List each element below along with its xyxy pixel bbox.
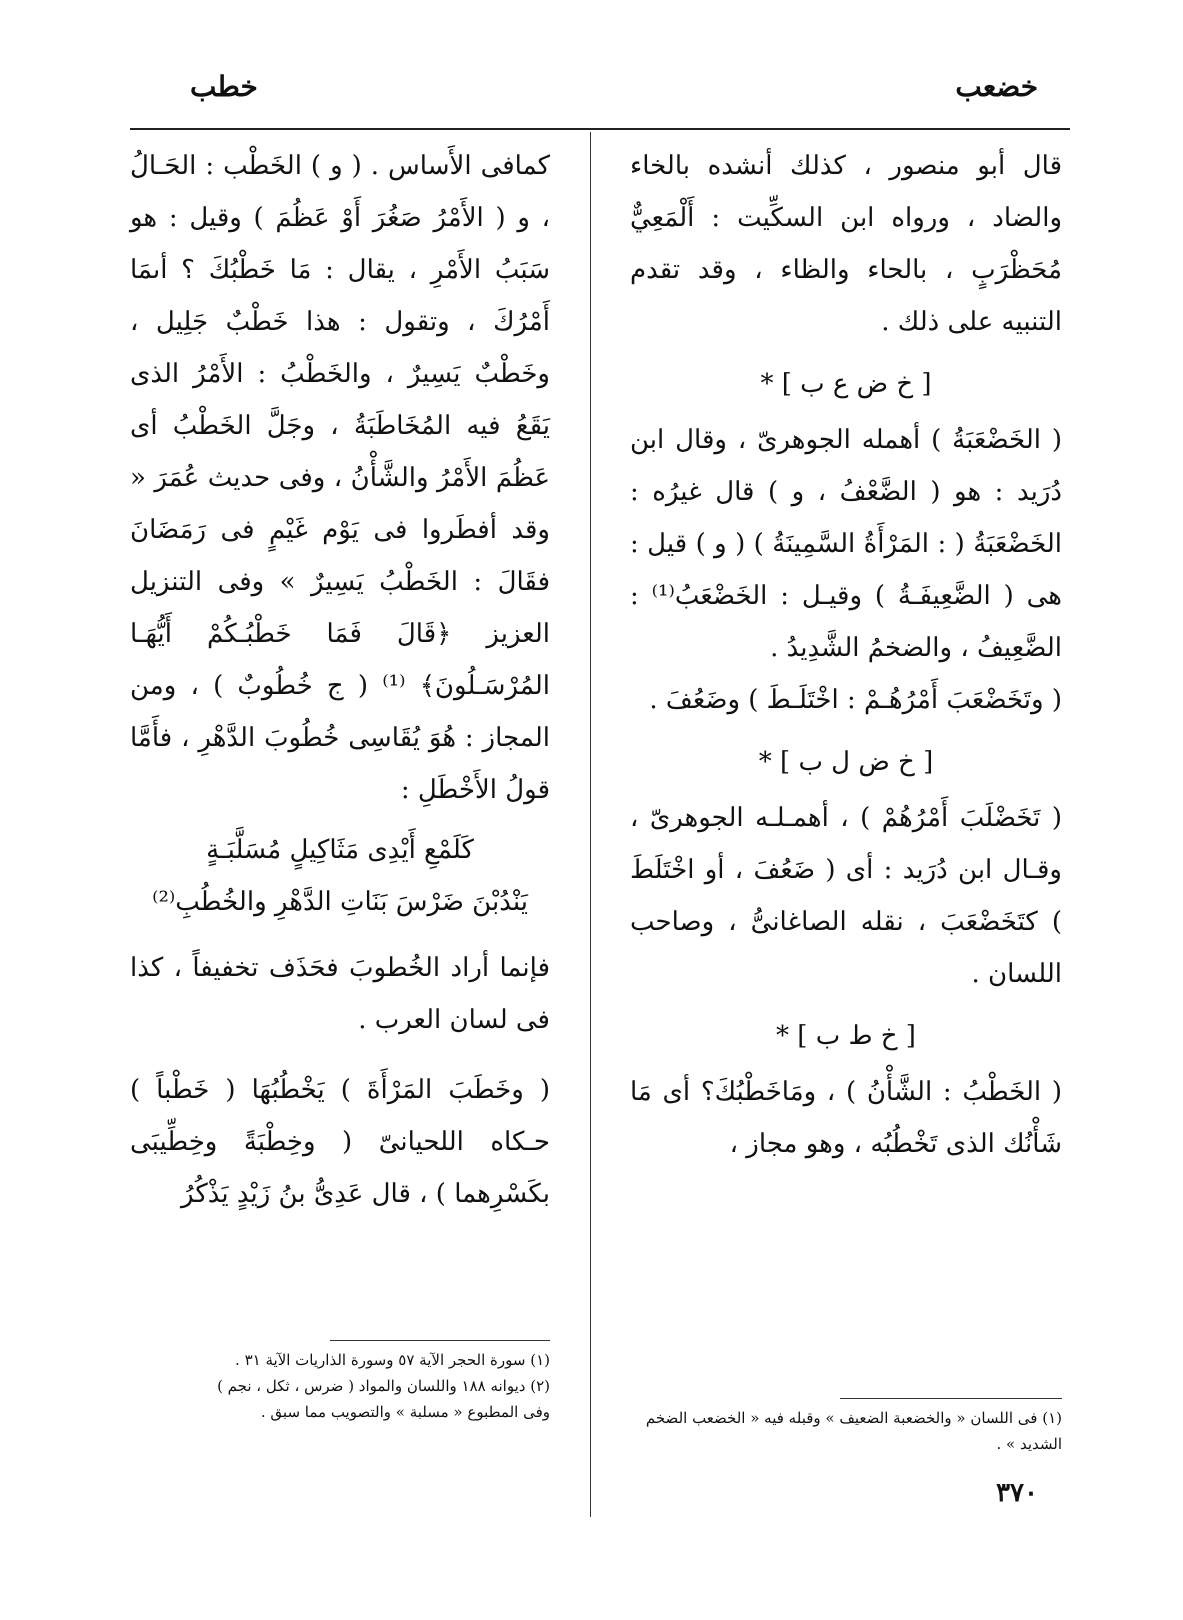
right-column [630,140,1062,1170]
footnote: (١) فى اللسان « والخضعبة الضعيف » وقبله فيه « الخضعب الضخم الشديد » . [645,1409,1062,1453]
poetry-verse [130,824,550,928]
header-rule [130,128,1070,130]
footnotes-right [630,1405,1062,1457]
footnotes-left [130,1347,550,1425]
entry-heading: [ خ ض ع ب ] * [760,369,932,399]
footnote: (١) سورة الحجر الآية ٥٧ وسورة الذاريات الآية ٣١ . [235,1351,550,1369]
paragraph: ( وتَخَضْعَبَ أَمْرُهُـمْ : اخْتَلَـطَ ) وضَعُفَ . [649,685,1062,715]
footnote-rule [330,1340,550,1341]
paragraph: ( الخَضْعَبَةُ ) أهمله الجوهرىّ ، وقال ابن دُرَيد : هو ( الضَّعْفُ ، و ) قال غيرُه : الخَضْعَبَةُ ( : المَرْأَةُ السَّمِينَةُ ) ( و ) قيل : هى ( الضَّعِيفَـةُ ) وقيـل : الخَضْعَبُ⁽¹⁾ : الضَّعِيفُ ، والضخمُ الشَّدِيدُ . [630,425,1062,663]
entry-heading: [ خ ض ل ب ] * [758,747,934,777]
paragraph: فإنما أراد الخُطوبَ فحَذَف تخفيفاً ، كذا فى لسان العرب . [130,953,550,1035]
left-column [130,140,550,1220]
paragraph: قال أبو منصور ، كذلك أنشده بالخاء والضاد ، ورواه ابن السكِّيت : أَلْمَعِيٌّ مُحَظْرَبٍ ، بالحاء والظاء ، وقد تقدم التنبيه على ذلك . [630,151,1062,337]
page-number: ٣٧٠ [996,1478,1038,1508]
paragraph: ( تَخَضْلَبَ أَمْرُهُمْ ) ، أهمـلـه الجوهرىّ ، وقـال ابن دُرَيد : أى ( ضَعُفَ ، أو اخْتَلَطَ ) كتَخَضْعَبَ ، نقله الصاغانىُّ ، وصاحب اللسان . [630,803,1062,989]
verse-line: يَنْدُبْنَ ضَرْسَ بَنَاتِ الدَّهْرِ والخُطُبِ⁽²⁾ [152,887,528,917]
footnote: (٢) ديوانه ١٨٨ واللسان والمواد ( ضرس ، ثكل ، نجم ) [217,1377,550,1395]
paragraph: ( وخَطَبَ المَرْأَةَ ) يَخْطُبُهَا ( خَطْباً ) حـكاه اللحيانىّ ( وخِطْبَةً وخِطِّيبَى بكَسْرِهما ) ، قال عَدِىُّ بنُ زَيْدٍ يَذْكُرُ [130,1075,550,1209]
footnote: وفى المطبوع « مسلبة » والتصويب مما سبق . [260,1403,550,1421]
paragraph: كمافى الأَساس . ( و ) الخَطْب : الحَـالُ ، و ( الأَمْرُ صَغُرَ أَوْ عَظُمَ ) وقيل : هو سَبَبُ الأَمْرِ ، يقال : مَا خَطْبُكَ ؟ أىمَا أَمْرُكَ ، وتقول : هذا خَطْبٌ جَلِيل ، وخَطْبٌ يَسِيرٌ ، والخَطْبُ : الأَمْرُ الذى يَقَعُ فيه المُخَاطَبَةُ ، وجَلَّ الخَطْبُ أى عَظُمَ الأَمْرُ والشَّأْنُ ، وفى حديث عُمَرَ « وقد أفطَروا فى يَوْم غَيْمٍ فى رَمَضَانَ فقَالَ : الخَطْبُ يَسِيرٌ » وفى التنزيل العزيز ﴿قَالَ فَمَا خَطْبُـكُمْ أَيُّهَـا المُرْسَـلُونَ﴾ ⁽¹⁾ ( ج خُطُوبٌ ) ، ومن المجاز : هُوَ يُقَاسِى خُطُوبَ الدَّهْرِ ، فأَمَّا قولُ الأَخْطَلِ : [130,151,550,805]
running-header-right: خضعب [955,70,1038,103]
verse-line: كَلَمْعِ أَيْدِى مَثَاكِيلٍ مُسَلَّبَـةٍ [206,835,474,865]
entry-heading: [ خ ط ب ] * [776,1021,916,1051]
paragraph: ( الخَطْبُ : الشَّأْنُ ) ، ومَاخَطْبُكَ؟ أى مَا شَأْنُك الذى تَخْطُبُه ، وهو مجاز ، [630,1077,1062,1159]
running-header-left: خطب [190,70,258,103]
column-divider [590,132,591,1517]
footnote-rule [840,1398,1062,1399]
